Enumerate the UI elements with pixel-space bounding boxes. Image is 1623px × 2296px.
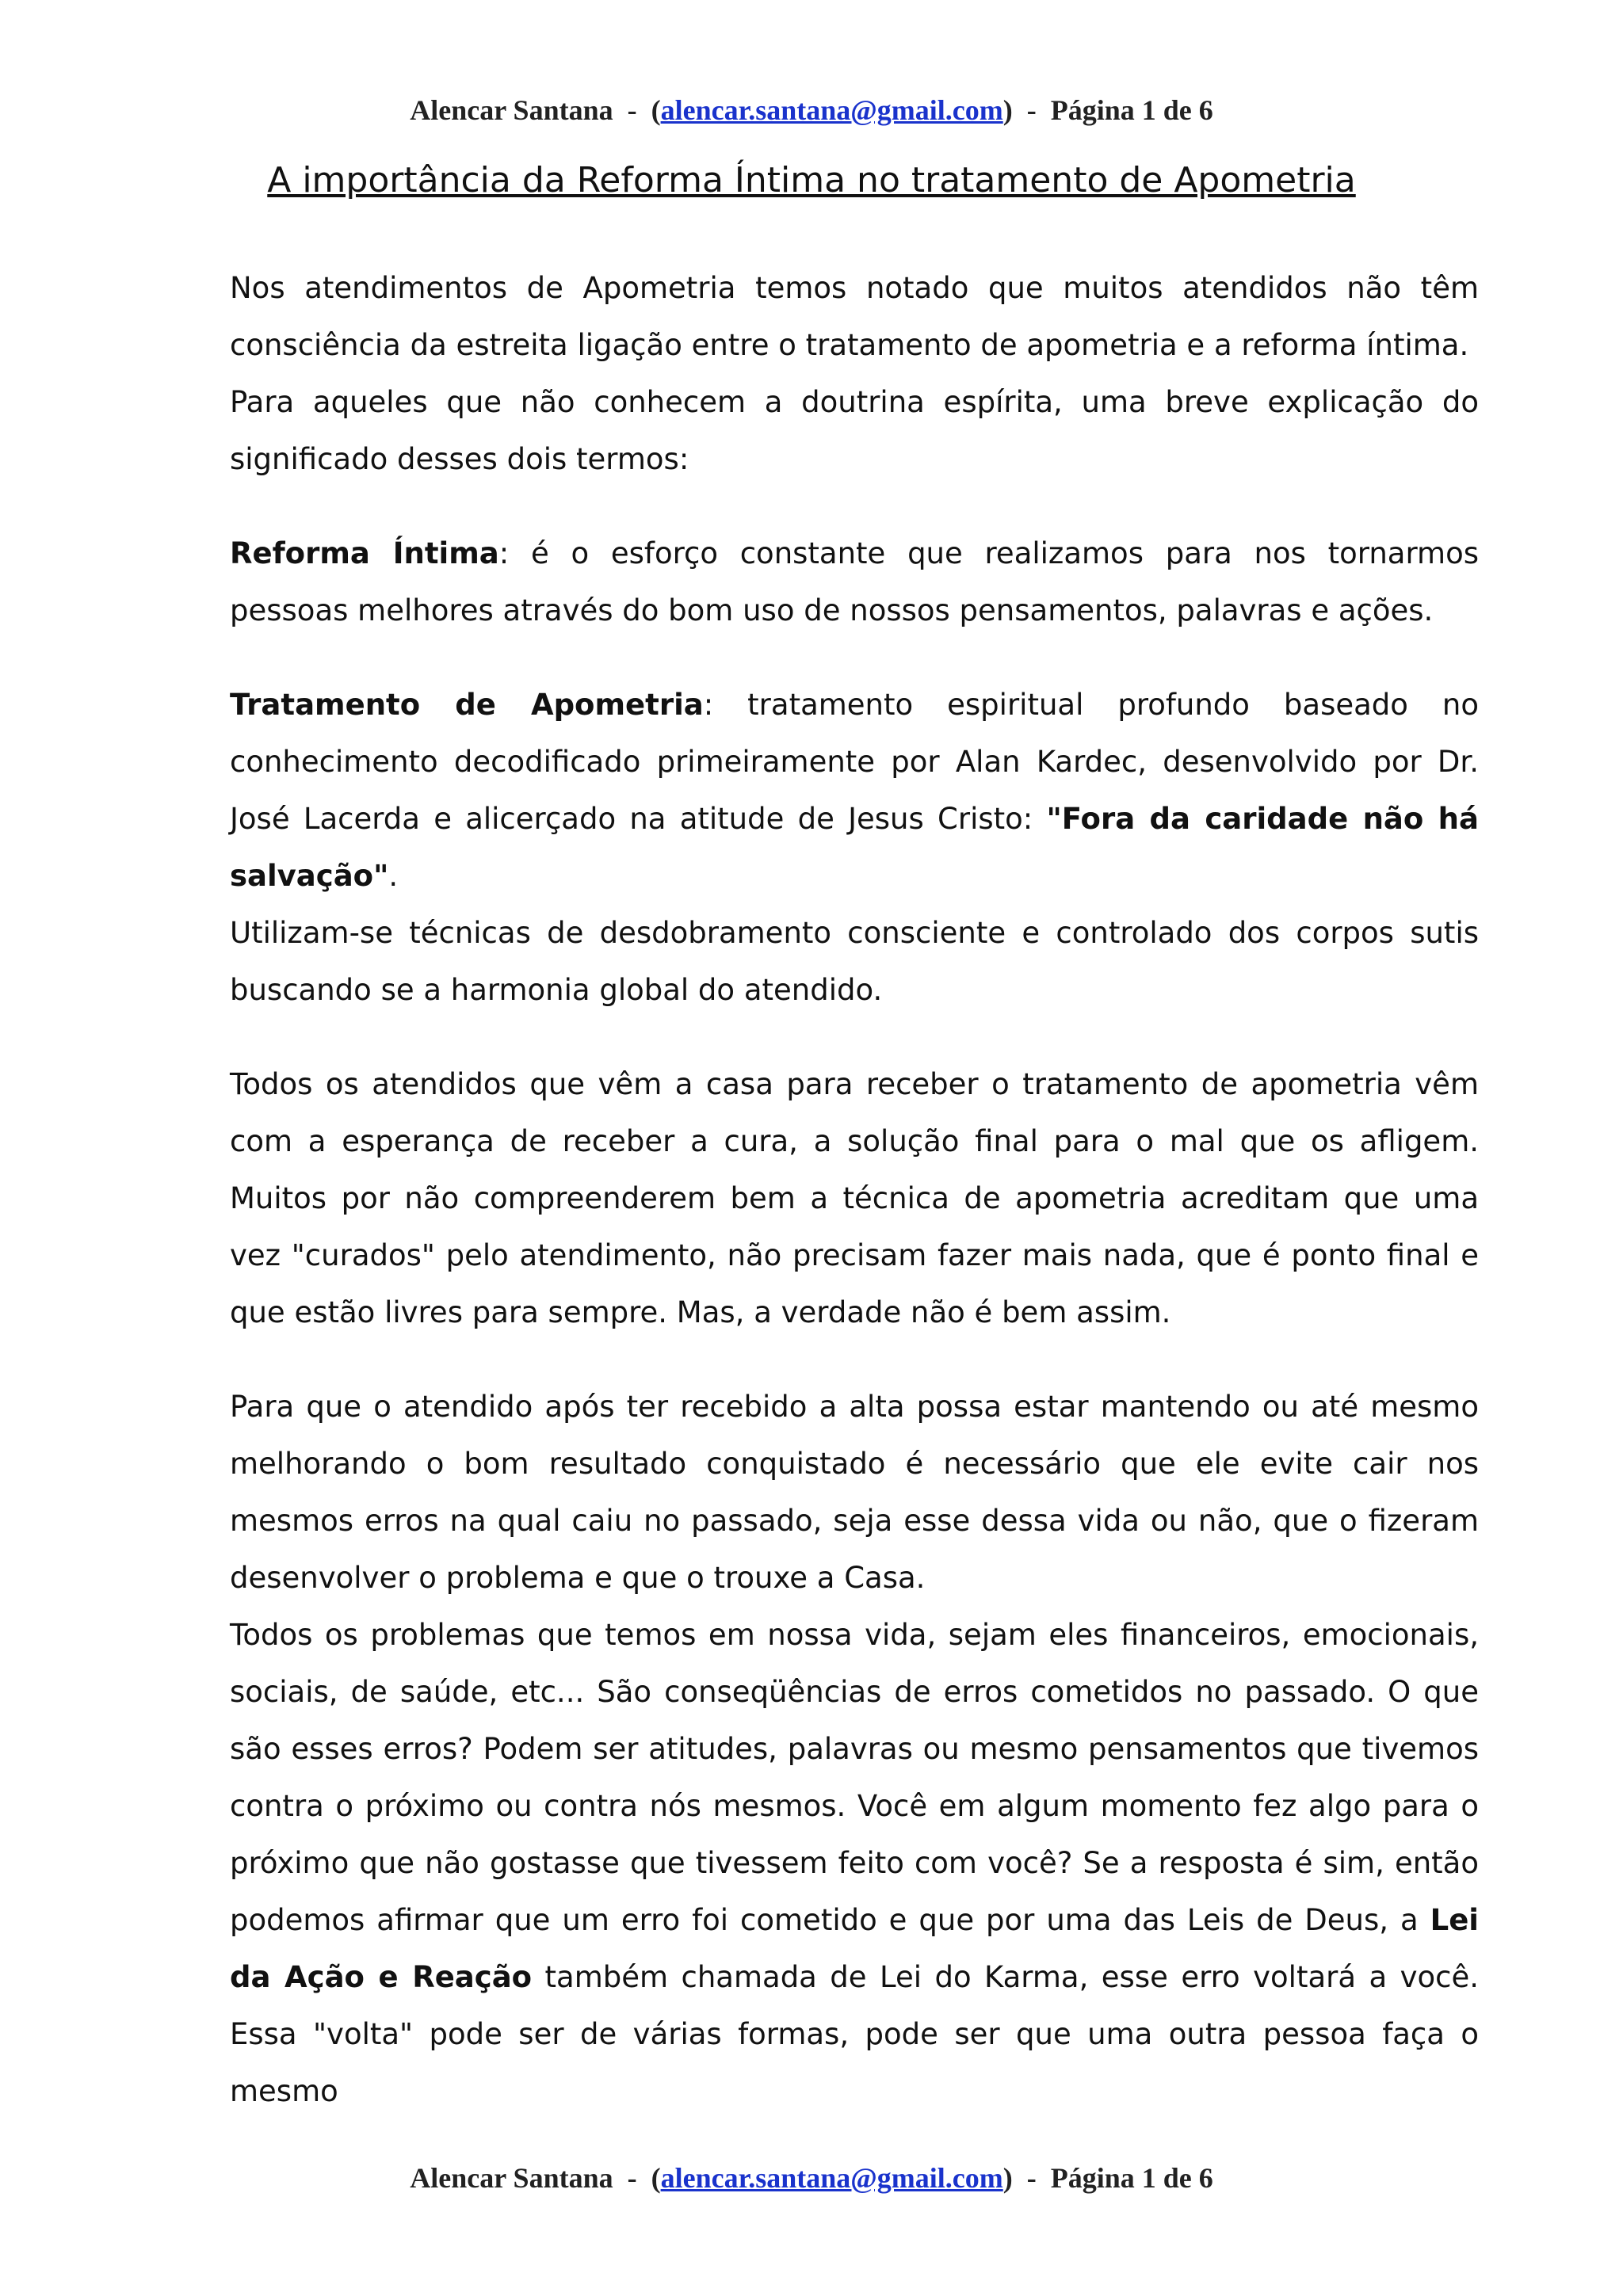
document-body	[230, 260, 1479, 2120]
paragraph-text: Todos os problemas que temos em nossa vida, sejam eles financeiros, emocionais, sociais, de saúde, etc... São conseqüências de erros cometidos no passado. O que são esses erros? Podem ser atitudes, palavras ou mesmo pensamentos que tivemos contra o próximo ou contra nós mesmos. Você em algum momento fez algo para o próximo que não gostasse que tivessem feito com você? Se a resposta é sim, então podemos afirmar que um erro foi cometido e que por uma das Leis de Deus, a	[230, 1618, 1479, 1937]
footer-page-number: Página 1 de 6	[1050, 2162, 1213, 2194]
running-header	[0, 93, 1623, 127]
paragraph	[230, 1607, 1479, 2120]
law-term: Lei da Ação e Reação	[230, 1903, 1479, 1994]
footer-author: Alencar Santana	[410, 2162, 613, 2194]
definition-term: Reforma Íntima	[230, 536, 499, 570]
header-separator: - (	[613, 94, 661, 126]
paragraph: Para aqueles que não conhecem a doutrina espírita, uma breve explicação do significado desses dois termos:	[230, 385, 1479, 476]
definition-text: : é o esforço constante que realizamos para nos tornarmos pessoas melhores através do bom uso de nossos pensamentos, palavras e ações.	[230, 536, 1479, 627]
definition-reforma-intima	[230, 525, 1479, 639]
running-footer	[0, 2161, 1623, 2195]
definition-text: : tratamento espiritual profundo baseado no conhecimento decodificado primeiramente por Alan Kardec, desenvolvido por Dr. José Lacerda e alicerçado na atitude de Jesus Cristo:	[230, 688, 1479, 836]
paragraph: Para que o atendido após ter recebido a alta possa estar mantendo ou até mesmo melhorando o bom resultado conquistado é necessário que ele evite cair nos mesmos erros na qual caiu no passado, seja esse dessa vida ou não, que o fizeram desenvolver o problema e que o trouxe a Casa.	[230, 1390, 1479, 1595]
definition-term: Tratamento de Apometria	[230, 688, 704, 722]
footer-separator: - (	[613, 2162, 661, 2194]
quote-text: "Fora da caridade não há salvação"	[230, 802, 1479, 893]
quote-end: .	[388, 859, 399, 893]
paragraph: Nos atendimentos de Apometria temos notado que muitos atendidos não têm consciência da estreita ligação entre o tratamento de apometria e a reforma íntima.	[230, 271, 1479, 362]
paragraph-text: também chamada de Lei do Karma, esse erro voltará a você. Essa "volta" pode ser de várias formas, pode ser que uma outra pessoa faça o mesmo	[230, 1960, 1479, 2108]
footer-separator: ) -	[1002, 2162, 1051, 2194]
document-title: A importância da Reforma Íntima no tratamento de Apometria	[267, 160, 1356, 200]
definition-tratamento-apometria	[230, 677, 1479, 905]
paragraph: Utilizam-se técnicas de desdobramento consciente e controlado dos corpos sutis buscando se a harmonia global do atendido.	[230, 916, 1479, 1007]
header-separator: ) -	[1002, 94, 1051, 126]
header-email-link[interactable]: alencar.santana@gmail.com	[660, 94, 1003, 126]
footer-email-link[interactable]: alencar.santana@gmail.com	[660, 2162, 1003, 2194]
header-page-number: Página 1 de 6	[1050, 94, 1213, 126]
header-author: Alencar Santana	[410, 94, 613, 126]
paragraph: Todos os atendidos que vêm a casa para receber o tratamento de apometria vêm com a esperança de receber a cura, a solução final para o mal que os afligem. Muitos por não compreenderem bem a técnica de apometria acreditam que uma vez "curados" pelo atendimento, não precisam fazer mais nada, que é ponto final e que estão livres para sempre. Mas, a verdade não é bem assim.	[230, 1067, 1479, 1329]
